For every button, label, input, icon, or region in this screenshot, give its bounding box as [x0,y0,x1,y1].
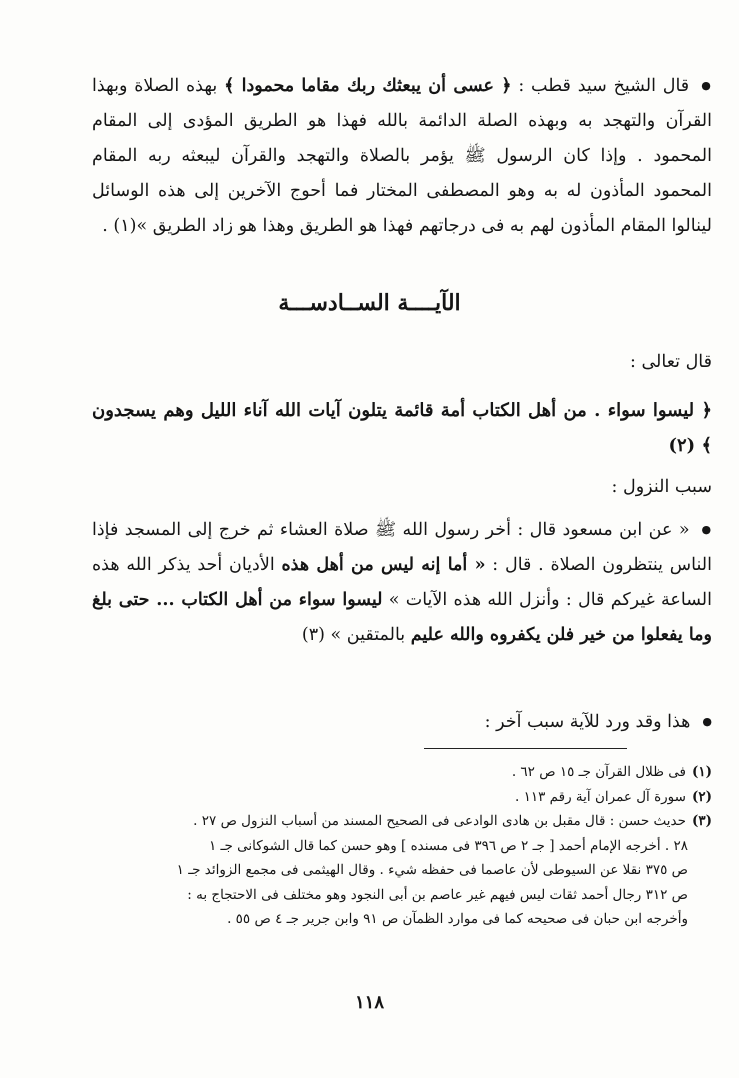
hadith-paragraph [92,512,712,653]
bullet-icon [689,76,712,96]
footnote-item: (٣)حديث حسن : قال مقبل بن هادى الوادعى فى الصحيح المسند من أسباب النزول ص ٢٧ . [193,813,712,829]
para1-intro: قال الشيخ سيد قطب : [511,76,690,96]
hadith-bold-2: ليسوا سواء من أهل الكتاب ... حتى بلغ وما يفعلوا من خير فلن يكفروه والله عليم [92,590,712,645]
hadith-part-1: « عن ابن مسعود قال : أخر رسول الله ﷺ صلاة العشاء ثم خرج إلى المسجد فإذا الناس ينتظرون الصلاة . قال : [92,520,712,575]
para1-verse: ﴿ عسى أن يبعثك ربك مقاما محمودا ﴾ [224,76,512,96]
hadith-part-2: الأديان أحد يذكر الله هذه الساعة غيركم قال : وأنزل الله هذه الآيات » [92,555,712,610]
sabab-label: سبب النزول : [611,477,712,497]
page-number: ١١٨ [354,992,384,1013]
footnote-continuation: ص ٣٧٥ نقلا عن السيوطى لأن عاصما فى حفظه شيء . وقال الهيثمى فى مجمع الزوائد جـ ١ [176,862,688,878]
footnote-continuation: وأخرجه ابن حبان فى صحيحه كما فى موارد الظمآن ص ٩١ وابن جرير جـ ٤ ص ٥٥ . [227,911,688,927]
bullet-icon [690,520,712,540]
paragraph-sayyid-qutb [92,68,712,244]
verse-quote: ﴿ ليسوا سواء . من أهل الكتاب أمة قائمة يتلون آيات الله آناء الليل وهم يسجدون ﴾ (٢) [92,400,712,456]
section-heading: الآيــــة الســادســـة [278,290,461,316]
footnote-item: (٢)سورة آل عمران آية رقم ١١٣ . [515,788,712,805]
footnote-item: (١)فى ظلال القرآن جـ ١٥ ص ٦٢ . [511,764,712,780]
other-cause-text: هذا وقد ورد للآية سبب آخر : [484,712,691,732]
footnote-divider [424,748,627,749]
bullet-icon [690,712,712,732]
footnotes [92,760,712,932]
hadith-bold-1: « أما إنه ليس من أهل هذه [281,555,486,575]
para1-text: بهذه الصلاة وبهذا القرآن والتهجد به وبهذه الصلة الدائمة بالله فهذا هو الطريق المؤدى إلى المقام المحمود . وإذا كان الرسول ﷺ يؤمر بالصلاة والتهجد والقرآن ليبعثه ربه المقام المحمود المأذون له به وهو المصطفى المختار فما أحوج الآخرين إلى هذه الوسائل لينالوا المقام المأذون لهم به فى درجاتهم فهذا هو الطريق وهذا هو زاد الطريق »(١) . [92,76,712,236]
footnote-continuation: ٢٨ . أخرجه الإمام أحمد [ جـ ٢ ص ٣٩٦ فى مسنده ] وهو حسن كما قال الشوكانى جـ ١ [208,837,688,854]
footnote-continuation: ص ٣١٢ رجال أحمد ثقات ليس فيهم غير عاصم بن أبى النجود وهو مختلف فى الاحتجاج به : [187,886,688,903]
qala-line: قال تعالى : [630,352,712,372]
other-cause-line [92,704,712,740]
hadith-part-3: بالمتقين » (٣) [301,625,411,645]
